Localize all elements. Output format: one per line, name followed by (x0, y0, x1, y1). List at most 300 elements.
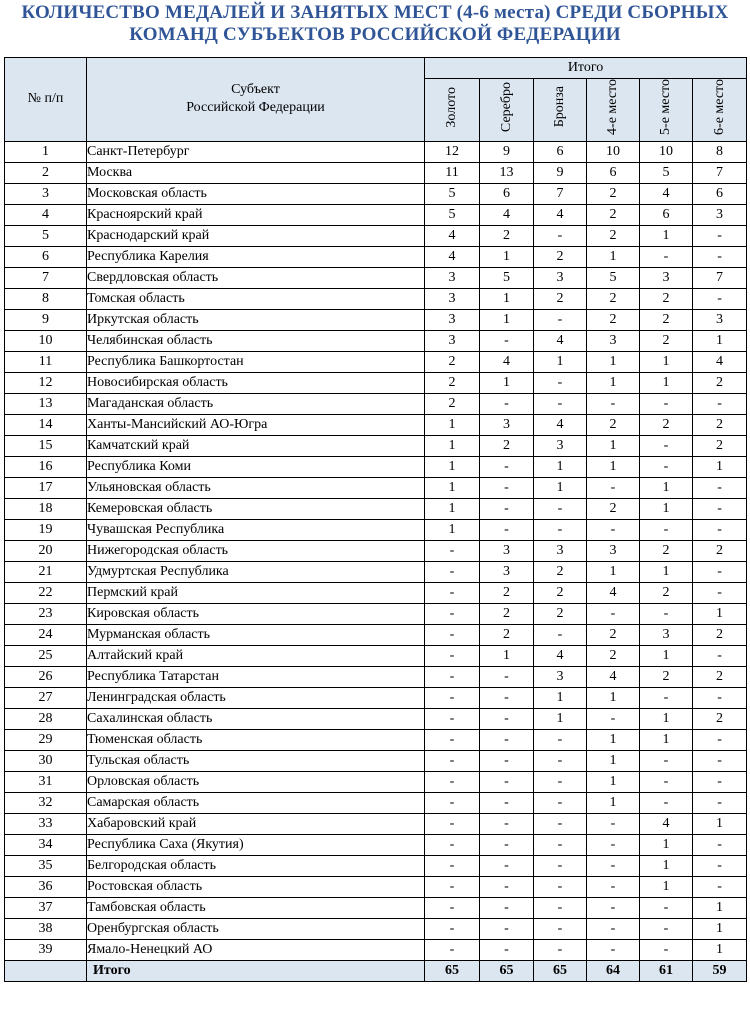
place-6-count: - (693, 792, 747, 813)
place-6-count: - (693, 687, 747, 708)
table-row (5, 603, 747, 624)
table-row (5, 645, 747, 666)
bronze-count: 9 (534, 162, 587, 183)
place-5-count: - (640, 519, 693, 540)
silver-count: 3 (480, 414, 534, 435)
row-number: 11 (5, 351, 87, 372)
silver-count: 1 (480, 246, 534, 267)
silver-count: - (480, 834, 534, 855)
gold-count: - (425, 855, 480, 876)
place-5-count: 1 (640, 351, 693, 372)
subject-name: Республика Саха (Якутия) (87, 834, 425, 855)
subject-name: Кировская область (87, 603, 425, 624)
row-number: 12 (5, 372, 87, 393)
place-5-count: 1 (640, 729, 693, 750)
place-5-count: 3 (640, 267, 693, 288)
place-4-count: - (587, 876, 640, 897)
place-5-count: 10 (640, 141, 693, 162)
gold-count: 3 (425, 288, 480, 309)
row-number: 17 (5, 477, 87, 498)
table-row (5, 897, 747, 918)
bronze-count: - (534, 918, 587, 939)
place-5-count: 2 (640, 330, 693, 351)
place-5-count: 2 (640, 414, 693, 435)
row-number: 35 (5, 855, 87, 876)
place-6-count: - (693, 771, 747, 792)
place-4-count: 2 (587, 414, 640, 435)
medals-table (4, 57, 747, 982)
subject-name: Тюменская область (87, 729, 425, 750)
row-number: 16 (5, 456, 87, 477)
row-number: 32 (5, 792, 87, 813)
silver-count: - (480, 393, 534, 414)
gold-count: - (425, 939, 480, 960)
table-row (5, 498, 747, 519)
place-4-count: - (587, 918, 640, 939)
place-6-count: - (693, 393, 747, 414)
header-silver (480, 79, 534, 142)
subject-name: Красноярский край (87, 204, 425, 225)
place-6-count: 2 (693, 414, 747, 435)
header-silver-label: Серебро (498, 81, 514, 132)
total-number-cell (5, 960, 87, 981)
row-number: 6 (5, 246, 87, 267)
place-4-count: 10 (587, 141, 640, 162)
place-5-count: - (640, 771, 693, 792)
place-6-count: 8 (693, 141, 747, 162)
place-6-count: - (693, 750, 747, 771)
total-row (5, 960, 747, 981)
bronze-count: 1 (534, 477, 587, 498)
subject-name: Ямало-Ненецкий АО (87, 939, 425, 960)
silver-count: 3 (480, 540, 534, 561)
silver-count: - (480, 666, 534, 687)
silver-count: 2 (480, 582, 534, 603)
subject-name: Орловская область (87, 771, 425, 792)
table-row (5, 666, 747, 687)
place-6-count: 6 (693, 183, 747, 204)
silver-count: 2 (480, 603, 534, 624)
place-5-count: 2 (640, 540, 693, 561)
row-number: 28 (5, 708, 87, 729)
total-label: Итого (87, 960, 425, 981)
gold-count: - (425, 729, 480, 750)
bronze-count: - (534, 393, 587, 414)
place-5-count: - (640, 456, 693, 477)
table-row (5, 477, 747, 498)
row-number: 7 (5, 267, 87, 288)
place-4-count: 3 (587, 540, 640, 561)
subject-name: Пермский край (87, 582, 425, 603)
table-row (5, 204, 747, 225)
bronze-count: - (534, 750, 587, 771)
bronze-count: - (534, 519, 587, 540)
table-row (5, 393, 747, 414)
gold-count: 3 (425, 267, 480, 288)
total-gold: 65 (425, 960, 480, 981)
header-gold-label: Золото (444, 86, 459, 128)
gold-count: - (425, 813, 480, 834)
silver-count: 4 (480, 204, 534, 225)
gold-count: - (425, 708, 480, 729)
place-4-count: 2 (587, 225, 640, 246)
place-4-count: - (587, 813, 640, 834)
place-6-count: 1 (693, 330, 747, 351)
gold-count: 1 (425, 519, 480, 540)
table-row (5, 729, 747, 750)
table-row (5, 309, 747, 330)
place-4-count: 1 (587, 351, 640, 372)
header-subject-line-1: Субъект (231, 82, 280, 98)
table-row (5, 372, 747, 393)
subject-name: Челябинская область (87, 330, 425, 351)
silver-count: 1 (480, 309, 534, 330)
table-row (5, 519, 747, 540)
subject-name: Камчатский край (87, 435, 425, 456)
row-number: 24 (5, 624, 87, 645)
table-row (5, 813, 747, 834)
place-4-count: 4 (587, 666, 640, 687)
place-6-count: 7 (693, 267, 747, 288)
silver-count: - (480, 708, 534, 729)
subject-name: Томская область (87, 288, 425, 309)
place-5-count: - (640, 603, 693, 624)
silver-count: 2 (480, 435, 534, 456)
bronze-count: 2 (534, 288, 587, 309)
silver-count: - (480, 792, 534, 813)
subject-name: Ростовская область (87, 876, 425, 897)
gold-count: 4 (425, 225, 480, 246)
row-number: 29 (5, 729, 87, 750)
place-4-count: - (587, 393, 640, 414)
place-6-count: 2 (693, 708, 747, 729)
row-number: 33 (5, 813, 87, 834)
place-6-count: - (693, 561, 747, 582)
place-6-count: - (693, 729, 747, 750)
table-row (5, 750, 747, 771)
place-6-count: 2 (693, 372, 747, 393)
gold-count: - (425, 834, 480, 855)
header-6th-place-label: 6-е место (711, 79, 727, 135)
place-6-count: - (693, 876, 747, 897)
row-number: 18 (5, 498, 87, 519)
place-5-count: - (640, 792, 693, 813)
place-5-count: 2 (640, 582, 693, 603)
total-silver: 65 (480, 960, 534, 981)
place-4-count: 1 (587, 435, 640, 456)
document-title (0, 2, 750, 46)
place-5-count: - (640, 393, 693, 414)
table-row (5, 267, 747, 288)
place-6-count: 4 (693, 351, 747, 372)
silver-count: - (480, 918, 534, 939)
gold-count: 4 (425, 246, 480, 267)
bronze-count: 1 (534, 708, 587, 729)
place-6-count: - (693, 855, 747, 876)
subject-name: Москва (87, 162, 425, 183)
header-gold (425, 79, 480, 142)
total-4th-place: 64 (587, 960, 640, 981)
table-row (5, 225, 747, 246)
silver-count: - (480, 855, 534, 876)
total-5th-place: 61 (640, 960, 693, 981)
gold-count: - (425, 603, 480, 624)
subject-name: Ханты-Мансийский АО-Югра (87, 414, 425, 435)
place-4-count: 3 (587, 330, 640, 351)
gold-count: - (425, 876, 480, 897)
place-5-count: - (640, 918, 693, 939)
bronze-count: 7 (534, 183, 587, 204)
gold-count: 2 (425, 393, 480, 414)
subject-name: Иркутская область (87, 309, 425, 330)
row-number: 38 (5, 918, 87, 939)
subject-name: Нижегородская область (87, 540, 425, 561)
subject-name: Тамбовская область (87, 897, 425, 918)
subject-name: Сахалинская область (87, 708, 425, 729)
bronze-count: 3 (534, 435, 587, 456)
subject-name: Хабаровский край (87, 813, 425, 834)
bronze-count: - (534, 876, 587, 897)
row-number: 30 (5, 750, 87, 771)
place-6-count: 1 (693, 456, 747, 477)
subject-name: Удмуртская Республика (87, 561, 425, 582)
place-4-count: 1 (587, 750, 640, 771)
place-5-count: 1 (640, 708, 693, 729)
silver-count: 4 (480, 351, 534, 372)
subject-name: Оренбургская область (87, 918, 425, 939)
row-number: 37 (5, 897, 87, 918)
place-4-count: 1 (587, 729, 640, 750)
silver-count: - (480, 729, 534, 750)
header-itogo (425, 58, 747, 79)
bronze-count: - (534, 939, 587, 960)
row-number: 9 (5, 309, 87, 330)
table-row (5, 246, 747, 267)
place-6-count: 7 (693, 162, 747, 183)
place-5-count: 1 (640, 225, 693, 246)
table-row (5, 939, 747, 960)
header-number-label: № п/п (27, 91, 64, 107)
subject-name: Самарская область (87, 792, 425, 813)
place-6-count: - (693, 477, 747, 498)
bronze-count: - (534, 624, 587, 645)
header-5th-place (640, 79, 693, 142)
place-6-count: - (693, 645, 747, 666)
gold-count: 3 (425, 309, 480, 330)
bronze-count: - (534, 792, 587, 813)
subject-name: Белгородская область (87, 855, 425, 876)
gold-count: - (425, 582, 480, 603)
bronze-count: - (534, 897, 587, 918)
subject-name: Магаданская область (87, 393, 425, 414)
gold-count: - (425, 771, 480, 792)
bronze-count: 3 (534, 540, 587, 561)
subject-name: Санкт-Петербург (87, 141, 425, 162)
place-4-count: 2 (587, 204, 640, 225)
subject-name: Новосибирская область (87, 372, 425, 393)
silver-count: 2 (480, 225, 534, 246)
place-5-count: - (640, 897, 693, 918)
table-row (5, 330, 747, 351)
subject-name: Алтайский край (87, 645, 425, 666)
gold-count: - (425, 666, 480, 687)
table-row (5, 582, 747, 603)
silver-count: 3 (480, 561, 534, 582)
subject-name: Республика Карелия (87, 246, 425, 267)
gold-count: 1 (425, 456, 480, 477)
silver-count: - (480, 477, 534, 498)
row-number: 1 (5, 141, 87, 162)
table-row (5, 918, 747, 939)
subject-name: Республика Башкортостан (87, 351, 425, 372)
table-row (5, 435, 747, 456)
place-4-count: - (587, 834, 640, 855)
header-6th-place (693, 79, 747, 142)
place-4-count: 2 (587, 309, 640, 330)
place-5-count: 2 (640, 309, 693, 330)
place-5-count: 1 (640, 645, 693, 666)
gold-count: 5 (425, 204, 480, 225)
gold-count: - (425, 687, 480, 708)
place-5-count: 1 (640, 876, 693, 897)
silver-count: - (480, 750, 534, 771)
table-row (5, 876, 747, 897)
place-4-count: 1 (587, 771, 640, 792)
row-number: 31 (5, 771, 87, 792)
place-4-count: 1 (587, 561, 640, 582)
place-6-count: - (693, 834, 747, 855)
place-6-count: 1 (693, 918, 747, 939)
bronze-count: 1 (534, 456, 587, 477)
row-number: 2 (5, 162, 87, 183)
place-6-count: 1 (693, 603, 747, 624)
row-number: 19 (5, 519, 87, 540)
gold-count: 11 (425, 162, 480, 183)
place-4-count: - (587, 855, 640, 876)
silver-count: - (480, 687, 534, 708)
gold-count: 1 (425, 498, 480, 519)
place-4-count: 2 (587, 183, 640, 204)
table-row (5, 624, 747, 645)
place-5-count: - (640, 246, 693, 267)
bronze-count: - (534, 855, 587, 876)
row-number: 27 (5, 687, 87, 708)
place-6-count: 2 (693, 540, 747, 561)
table-row (5, 708, 747, 729)
place-5-count: - (640, 939, 693, 960)
header-itogo-label: Итого (567, 60, 604, 75)
place-6-count: 1 (693, 813, 747, 834)
header-bronze-label: Бронза (552, 86, 567, 128)
total-bronze: 65 (534, 960, 587, 981)
subject-name: Московская область (87, 183, 425, 204)
place-4-count: 4 (587, 582, 640, 603)
place-5-count: 1 (640, 561, 693, 582)
header-4th-place-label: 4-е место (605, 79, 620, 135)
place-5-count: - (640, 750, 693, 771)
table-row (5, 561, 747, 582)
bronze-count: - (534, 729, 587, 750)
place-4-count: - (587, 939, 640, 960)
row-number: 21 (5, 561, 87, 582)
gold-count: 2 (425, 372, 480, 393)
bronze-count: - (534, 813, 587, 834)
place-6-count: 2 (693, 435, 747, 456)
place-5-count: - (640, 687, 693, 708)
row-number: 23 (5, 603, 87, 624)
place-4-count: 2 (587, 645, 640, 666)
table-row (5, 183, 747, 204)
place-4-count: 2 (587, 498, 640, 519)
bronze-count: - (534, 834, 587, 855)
row-number: 10 (5, 330, 87, 351)
bronze-count: - (534, 372, 587, 393)
gold-count: 5 (425, 183, 480, 204)
header-bronze (534, 79, 587, 142)
silver-count: 6 (480, 183, 534, 204)
row-number: 36 (5, 876, 87, 897)
place-6-count: 3 (693, 309, 747, 330)
table-row (5, 540, 747, 561)
gold-count: 12 (425, 141, 480, 162)
row-number: 20 (5, 540, 87, 561)
table-row (5, 414, 747, 435)
gold-count: 1 (425, 477, 480, 498)
title-line-1: КОЛИЧЕСТВО МЕДАЛЕЙ И ЗАНЯТЫХ МЕСТ (4-6 места) СРЕДИ СБОРНЫХ (21, 2, 729, 23)
place-5-count: - (640, 435, 693, 456)
silver-count: 9 (480, 141, 534, 162)
place-6-count: - (693, 498, 747, 519)
subject-name: Краснодарский край (87, 225, 425, 246)
row-number: 22 (5, 582, 87, 603)
place-4-count: - (587, 897, 640, 918)
place-4-count: 6 (587, 162, 640, 183)
row-number: 13 (5, 393, 87, 414)
gold-count: - (425, 540, 480, 561)
place-5-count: 4 (640, 183, 693, 204)
table-row (5, 456, 747, 477)
bronze-count: - (534, 225, 587, 246)
place-4-count: 1 (587, 246, 640, 267)
row-number: 8 (5, 288, 87, 309)
silver-count: - (480, 876, 534, 897)
place-5-count: 3 (640, 624, 693, 645)
subject-name: Свердловская область (87, 267, 425, 288)
place-5-count: 6 (640, 204, 693, 225)
header-5th-place-label: 5-е место (658, 79, 673, 135)
bronze-count: 4 (534, 330, 587, 351)
table-row (5, 792, 747, 813)
bronze-count: 4 (534, 204, 587, 225)
gold-count: 1 (425, 435, 480, 456)
row-number: 26 (5, 666, 87, 687)
header-number (5, 58, 87, 142)
silver-count: - (480, 456, 534, 477)
place-5-count: 1 (640, 855, 693, 876)
place-6-count: 1 (693, 939, 747, 960)
subject-name: Чувашская Республика (87, 519, 425, 540)
table-body (5, 141, 747, 960)
silver-count: 1 (480, 645, 534, 666)
bronze-count: 4 (534, 414, 587, 435)
bronze-count: 3 (534, 666, 587, 687)
table-row (5, 771, 747, 792)
place-4-count: 5 (587, 267, 640, 288)
place-5-count: 2 (640, 666, 693, 687)
subject-name: Ульяновская область (87, 477, 425, 498)
place-6-count: 3 (693, 204, 747, 225)
gold-count: - (425, 897, 480, 918)
